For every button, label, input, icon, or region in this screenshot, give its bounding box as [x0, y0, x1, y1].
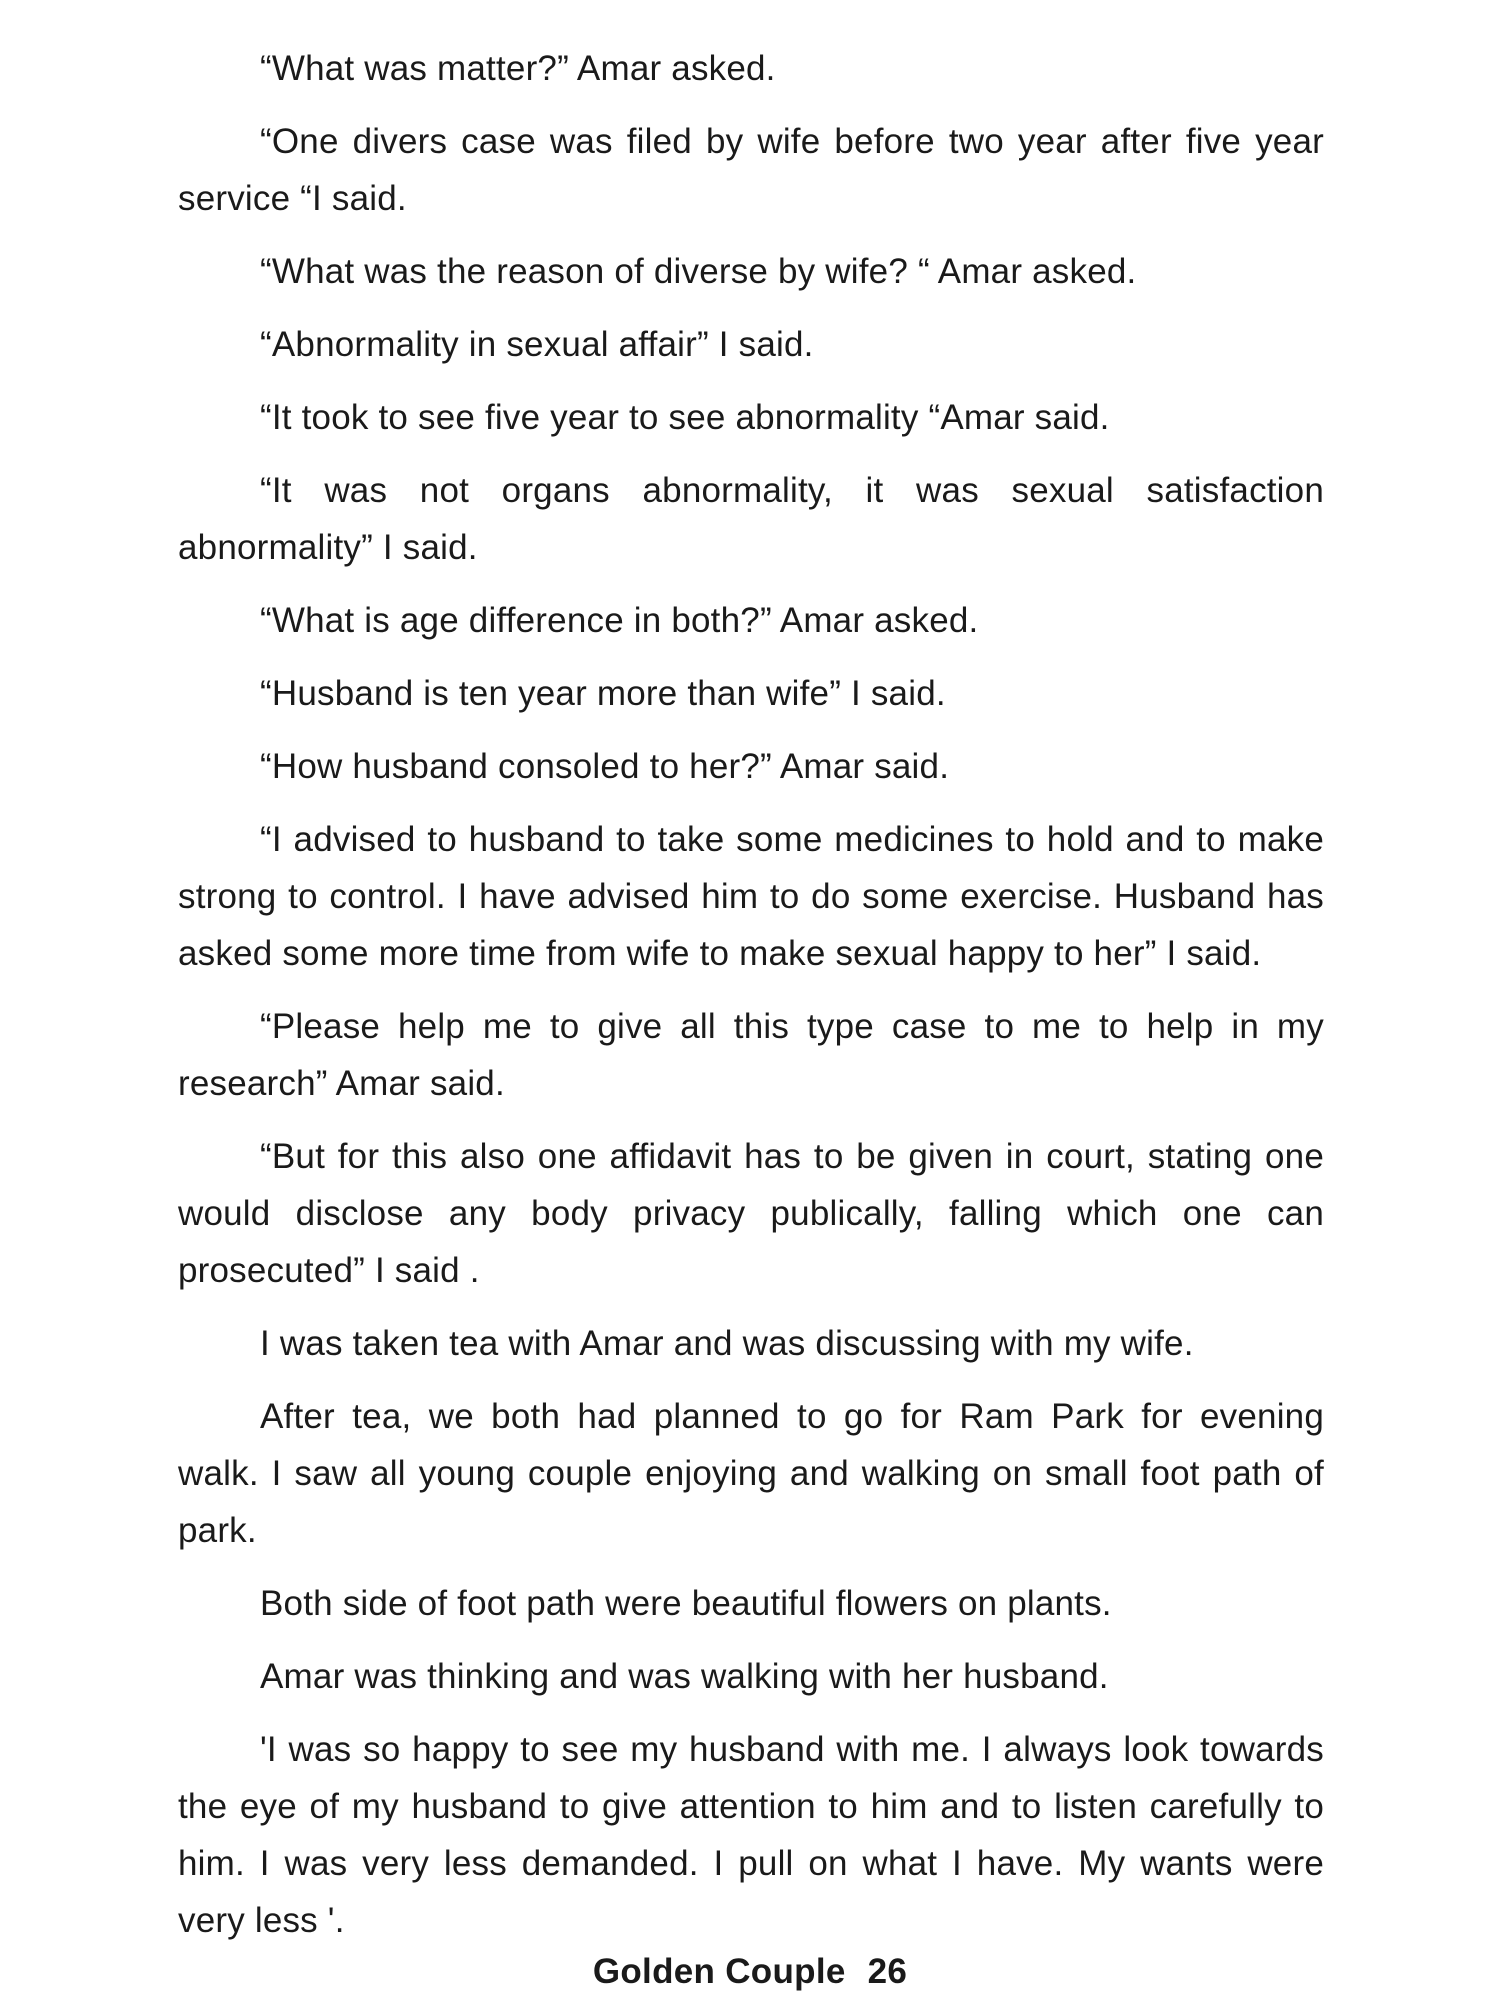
page-number: 26 — [867, 1952, 908, 1991]
paragraph: “What is age difference in both?” Amar asked. — [260, 601, 979, 640]
paragraph: Amar was thinking and was walking with her husband. — [260, 1657, 1109, 1696]
paragraph: Both side of foot path were beautiful flowers on plants. — [260, 1584, 1112, 1623]
page-body — [178, 40, 1324, 1965]
paragraph: “But for this also one affidavit has to be given in court, stating one would disclose any body privacy publically, falling which one can prosecuted” I said . — [178, 1137, 1324, 1290]
paragraph: “Please help me to give all this type case to me to help in my research” Amar said. — [178, 1007, 1324, 1103]
paragraph: “How husband consoled to her?” Amar said. — [260, 747, 950, 786]
paragraph: “I advised to husband to take some medicines to hold and to make strong to control. I have advised him to do some exercise. Husband has asked some more time from wife to make sexual happy to her” I said. — [178, 820, 1324, 973]
paragraph: 'I was so happy to see my husband with me. I always look towards the eye of my husband to give attention to him and to listen carefully to him. I was very less demanded. I pull on what I have. My wants were very less '. — [178, 1730, 1324, 1940]
paragraph: I was taken tea with Amar and was discussing with my wife. — [260, 1324, 1194, 1363]
paragraph: “One divers case was filed by wife before two year after five year service “I said. — [178, 122, 1324, 218]
book-title: Golden Couple — [592, 1952, 846, 1991]
paragraph: “It took to see five year to see abnormality “Amar said. — [260, 398, 1110, 437]
paragraph: “What was the reason of diverse by wife? “ Amar asked. — [260, 252, 1137, 291]
paragraph: “It was not organs abnormality, it was sexual satisfaction abnormality” I said. — [178, 471, 1324, 567]
paragraph: “Husband is ten year more than wife” I said. — [260, 674, 946, 713]
paragraph: After tea, we both had planned to go for Ram Park for evening walk. I saw all young couple enjoying and walking on small foot path of park. — [178, 1397, 1324, 1550]
paragraph: “What was matter?” Amar asked. — [260, 49, 776, 88]
paragraph: “Abnormality in sexual affair” I said. — [260, 325, 814, 364]
page-footer — [0, 1952, 1500, 1992]
